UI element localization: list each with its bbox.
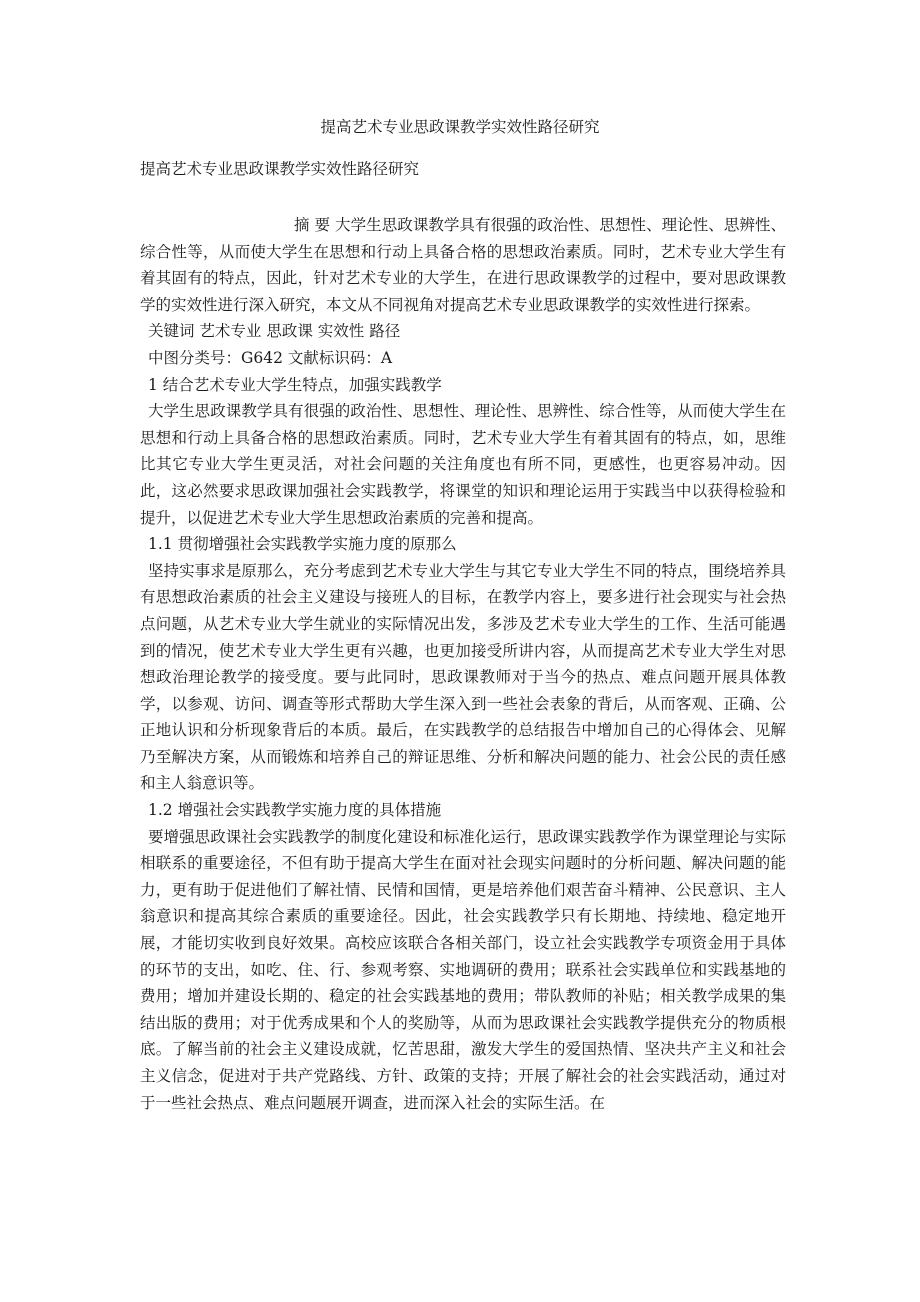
abstract-paragraph: 摘 要 大学生思政课教学具有很强的政治性、思想性、理论性、思辨性、综合性等，从而使大学生在思想和行动上具备合格的思想政治素质。同时，艺术专业大学生有着其固有的特点，因此，针对艺术专业的大学生，在进行思政课教学的过程中，要对思政课教学的实效性进行深入研究，本文从不同视角对提高艺术专业思政课教学的实效性进行探索。	[140, 216, 786, 314]
section-1-paragraph: 大学生思政课教学具有很强的政治性、思想性、理论性、思辨性、综合性等，从而使大学生在思想和行动上具备合格的思想政治素质。同时，艺术专业大学生有着其固有的特点，如，思维比其它专业大学生更灵活，对社会问题的关注角度也有所不同，更感性，也更容易冲动。因此，这必然要求思政课加强社会实践教学，将课堂的知识和理论运用于实践当中以获得检验和提升，以促进艺术专业大学生思想政治素质的完善和提高。	[140, 402, 786, 527]
section-1-2-paragraph: 要增强思政课社会实践教学的制度化建设和标准化运行，思政课实践教学作为课堂理论与实际相联系的重要途径，不但有助于提高大学生在面对社会现实问题时的分析问题、解决问题的能力，更有助于促进他们了解社情、民情和国情，更是培养他们艰苦奋斗精神、公民意识、主人翁意识和提高其综合素质的重要途径。因此，社会实践教学只有长期地、持续地、稳定地开展，才能切实收到良好效果。高校应该联合各相关部门，设立社会实践教学专项资金用于具体的环节的支出，如吃、住、行、参观考察、实地调研的费用；联系社会实践单位和实践基地的费用；增加并建设长期的、稳定的社会实践基地的费用；带队教师的补贴；相关教学成果的集结出版的费用；对于优秀成果和个人的奖励等，从而为思政课社会实践教学提供充分的物质根底。了解当前的社会主义建设成就，忆苦思甜，激发大学生的爱国热情、坚决共产主义和社会主义信念，促进对于共产党路线、方针、政策的支持；开展了解社会的社会实践活动，通过对于一些社会热点、难点问题展开调查，进而深入社会的实际生活。在	[140, 827, 786, 1112]
section-1-2-heading: 1.2 增强社会实践教学实施力度的具体措施	[148, 801, 442, 820]
keywords-line: 关键词 艺术专业 思政课 实效性 路径	[148, 322, 401, 341]
section-1-1-paragraph: 坚持实事求是原那么，充分考虑到艺术专业大学生与其它专业大学生不同的特点，围绕培养具有思想政治素质的社会主义建设与接班人的目标，在教学内容上，要多进行社会现实与社会热点问题，从艺术专业大学生就业的实际情况出发，多涉及艺术专业大学生的工作、生活可能遇到的情况，使艺术专业大学生更有兴趣，也更加接受所讲内容，从而提高艺术专业大学生对思想政治理论教学的接受度。要与此同时，思政课教师对于当今的热点、难点问题开展具体教学，以参观、访问、调查等形式帮助大学生深入到一些社会表象的背后，从而客观、正确、公正地认识和分析现象背后的本质。最后，在实践教学的总结报告中增加自己的心得体会、见解乃至解决方案，从而锻炼和培养自己的辩证思维、分析和解决问题的能力、社会公民的责任感和主人翁意识等。	[140, 561, 786, 793]
section-1-heading: 1 结合艺术专业大学生特点，加强实践教学	[148, 375, 442, 394]
document-subtitle: 提高艺术专业思政课教学实效性路径研究	[140, 160, 420, 178]
classification-line: 中图分类号：G642 文献标识码：A	[148, 348, 393, 367]
document-title: 提高艺术专业思政课教学实效性路径研究	[320, 118, 600, 136]
document-body	[140, 212, 786, 1116]
section-1-1-heading: 1.1 贯彻增强社会实践教学实施力度的原那么	[148, 535, 457, 554]
